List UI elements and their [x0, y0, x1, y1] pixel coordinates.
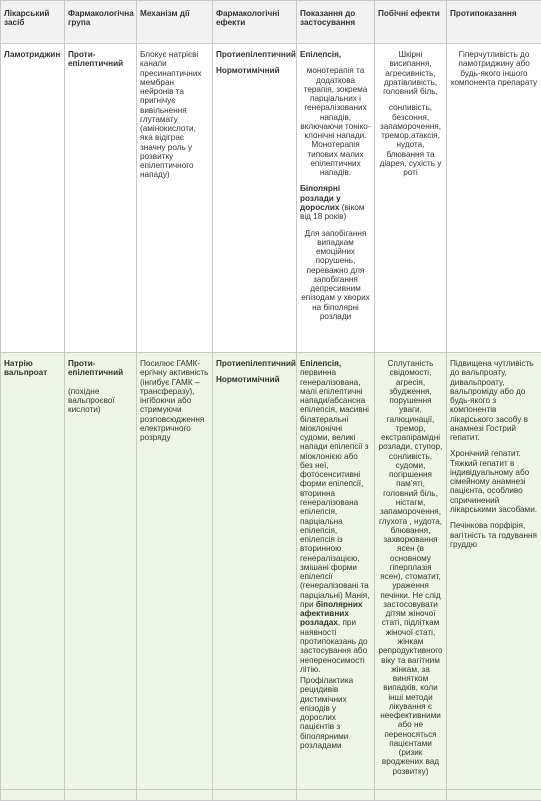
indication-bipolar-tail: , при наявності протипоказань до застосування або непереносимості літію. — [300, 618, 368, 673]
effect-antiepileptic: Протиепілептичний — [216, 359, 293, 368]
table-row — [1, 353, 541, 790]
contraindication-part1: Підвищена чутливість до вальпроату, дивальпроату, вальпроміду або до будь-якого з компонентів лікарського засобу в анамнезі Гострий гепатит. — [450, 359, 538, 442]
indications — [297, 44, 375, 353]
header-indications: Показання до застосування — [297, 1, 375, 44]
header-group: Фармакологічна група — [65, 1, 137, 44]
mechanism: Посилює ГАМК-ергічну активність (інгибує ГАМК – трансферазу), інгібоючи або стримуючи розповсюдження електричного розряду — [137, 353, 213, 790]
pharmacological-group — [65, 353, 137, 790]
indication-bipolar: Біполярні розлади у дорослих — [300, 184, 341, 212]
drug-name: Ламотриджин — [1, 44, 65, 353]
header-mechanism: Механізм дії — [137, 1, 213, 44]
indication-text: монотерапія та додаткова терапія, зокрема парціальних і генералізованих нападів, включаючи тоніко-клонічні напади. Монотерапія типових малих епілептичних нападів. — [300, 66, 371, 177]
effects — [213, 353, 297, 790]
side-effects-part1: Сплутаність свідомості, агресія, збудження, порушення уваги, галюцинації, тремор, екстрапірамідні розлади, ступор, сонливість, судоми, погіршення пам’яті, головний біль, ністагм, запаморочення, глухота , нудота, блювання, захворювання ясен (в основному гіперплазія ясен), стоматит, ураження печінки. Не слід застосовувати дітям жіночої статі, підліткам жіночої статі, жінкам репродуктивного віку та вагітним жінкам, за винятком випадків, коли інші методи лікування є неефективними або не переносяться пацієнтами (ризик вроджених вад розвитку) — [378, 359, 443, 776]
indication-prevention: Профілактика рецидивів дистимічних епізодів у дорослих пацієнтів з біполярними розладами — [300, 676, 371, 750]
header-effects: Фармакологічні ефекти — [213, 1, 297, 44]
indication-bipolar: біполярних афективних розладах — [300, 600, 362, 628]
indication-text: первинна генералізована, малі епілептичні напади/абсансна епілепсія, масивні білатеральні міоклонічні судоми, великі напади епілепсії з міоклонією або без неї, фотосенситивні форми епілепсії, вторинна генералізована епілепсія, парціальна епілепсія, епілепсія із вторинною генералізацією, змішані форми епілепсії (генералізовані та парціальні) Манія, при — [300, 368, 370, 609]
effect-antiepileptic: Протиепілептичний — [216, 50, 293, 59]
effect-normothymic: Нормотимічний — [216, 375, 293, 384]
indications — [297, 353, 375, 790]
side-effects-part1: Шкірні висипання, агресивність, дратівливість, головний біль, — [378, 50, 443, 96]
table-row — [1, 44, 541, 353]
group-label: Проти-епілептичний — [68, 359, 133, 378]
indication-bipolar-tail: (віком від 18 років) — [300, 203, 364, 221]
indication-title: Епілепсія, — [300, 50, 371, 59]
pharmacological-group — [65, 44, 137, 353]
header-contraindications: Протипоказання — [447, 1, 541, 44]
header-side-effects: Побічні ефекти — [375, 1, 447, 44]
indication-title: Епілепсія, — [300, 359, 371, 368]
effects — [213, 44, 297, 353]
group-note: (похідне вальпроєвої кислоти) — [68, 387, 133, 415]
side-effects — [375, 44, 447, 353]
group-label: Проти-епілептичний — [68, 50, 133, 69]
mechanism: Блокує натрієві канали пресинаптичних мембран нейронів та пригнічує вивільнення глутамату (амінокислоти, яка відіграє значну роль у розвитку епілептичного нападу) — [137, 44, 213, 353]
drug-name: Натрію вальпроат — [1, 353, 65, 790]
table-header-row — [1, 1, 541, 44]
side-effects-part2: сонливість, безсоння, запаморочення, тремор,атаксія, нудота, блювання та діарея, сухість у роті — [378, 103, 443, 177]
table-row-partial — [1, 790, 541, 801]
side-effects — [375, 353, 447, 790]
indication-prevention: Для запобігання випадкам емоційних порушень, переважно для запобігання депресивним епізодам у хворих на біполярні розлади — [300, 229, 371, 322]
contraindication-part2: Хронічний гепатит. Тяжкий гепатит в індивідуальному або сімейному анамнезі пацієнта, особливо спричинений лікарськими засобами. — [450, 449, 538, 514]
header-drug: Лікарський засіб — [1, 1, 65, 44]
contraindications — [447, 353, 541, 790]
contraindications — [447, 44, 541, 353]
effect-normothymic: Нормотимічний — [216, 66, 293, 75]
contraindication-part3: Печінкова порфірія, вагітність та годування груддю — [450, 521, 538, 549]
contraindication-text: Гіперчутливість до ламотриджину або будь-якого іншого компонента препарату — [450, 50, 538, 87]
